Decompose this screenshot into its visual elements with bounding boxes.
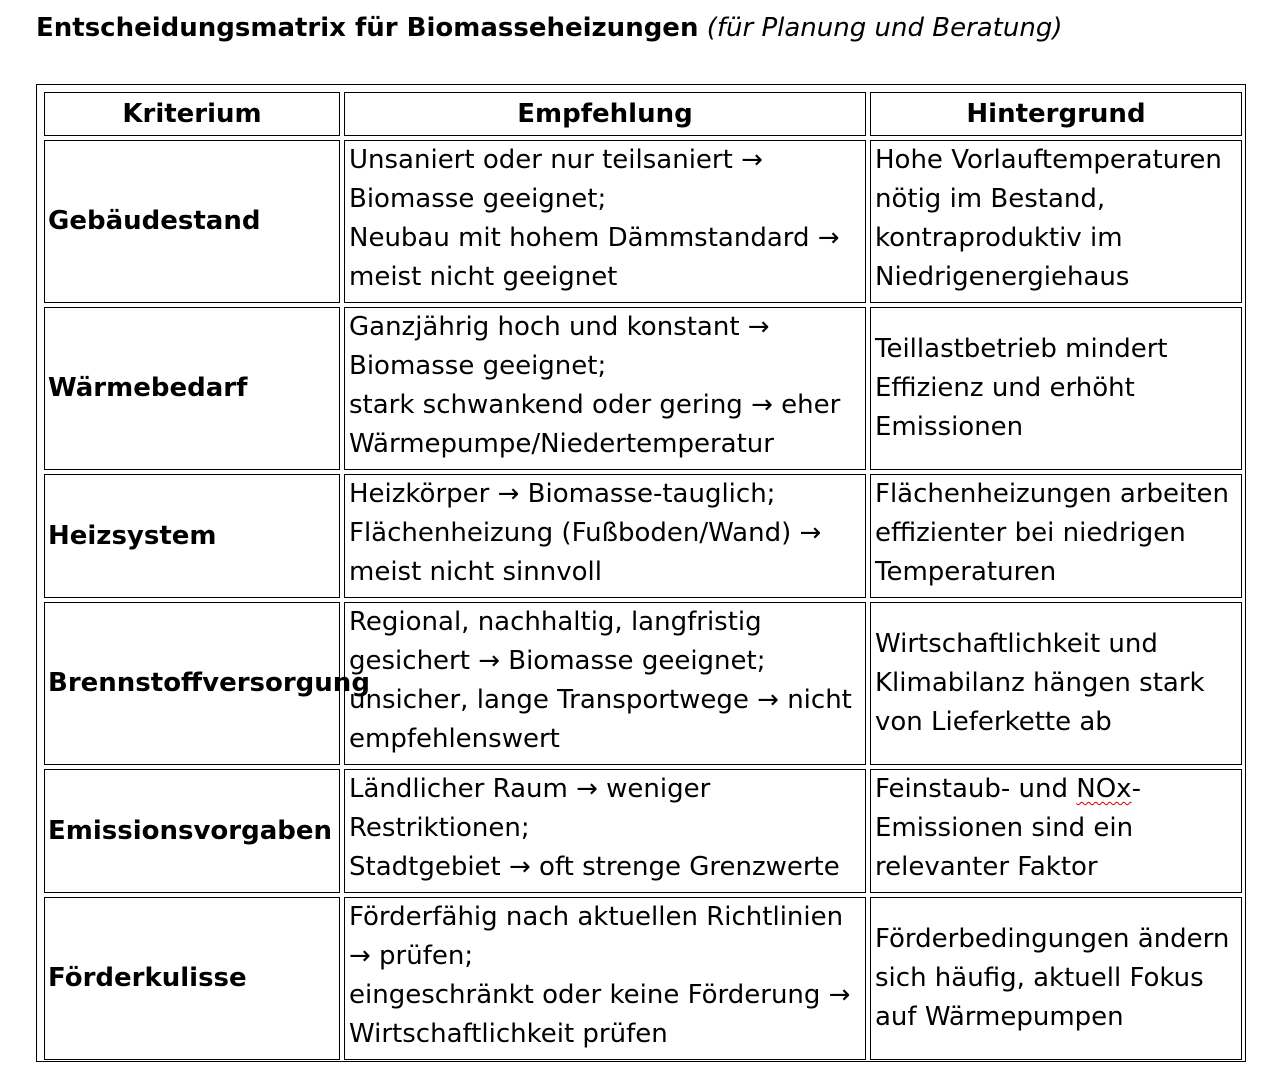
cell-hintergrund <box>870 769 1242 893</box>
text-line: → prüfen; <box>349 941 474 971</box>
text-line: Neubau mit hohem Dämmstandard → <box>349 223 840 253</box>
text-line: Regional, nachhaltig, langfristig <box>349 607 762 637</box>
title-subtitle: (für Planung und Beratung) <box>706 13 1063 43</box>
decision-matrix-frame <box>36 84 1246 1062</box>
text-line: gesichert → Biomasse geeignet; <box>349 646 766 676</box>
text-line: Emissionen sind ein <box>875 813 1134 843</box>
title-main: Entscheidungsmatrix für Biomasseheizungen <box>36 13 699 43</box>
cell-empfehlung <box>344 769 866 893</box>
text-line: sich häufig, aktuell Fokus <box>875 963 1204 993</box>
header-kriterium: Kriterium <box>44 92 340 136</box>
cell-kriterium: Wärmebedarf <box>44 307 340 470</box>
text-line: effizienter bei niedrigen <box>875 518 1186 548</box>
text-line: Wirtschaftlichkeit prüfen <box>349 1019 668 1049</box>
cell-kriterium: Heizsystem <box>44 474 340 598</box>
text-line: auf Wärmepumpen <box>875 1002 1124 1032</box>
text-line: kontraproduktiv im <box>875 223 1123 253</box>
table-row <box>44 602 1242 765</box>
text-line: Heizkörper → Biomasse-tauglich; <box>349 479 776 509</box>
header-empfehlung: Empfehlung <box>344 92 866 136</box>
cell-hintergrund <box>870 897 1242 1060</box>
text-line: nötig im Bestand, <box>875 184 1106 214</box>
text-line: eingeschränkt oder keine Förderung → <box>349 980 851 1010</box>
text-line: relevanter Faktor <box>875 852 1098 882</box>
cell-kriterium: Förderkulisse <box>44 897 340 1060</box>
text-line: Förderbedingungen ändern <box>875 924 1230 954</box>
text-line: empfehlenswert <box>349 724 560 754</box>
text-line: von Lieferkette ab <box>875 707 1112 737</box>
text-line: Biomasse geeignet; <box>349 351 607 381</box>
text-line: Restriktionen; <box>349 813 530 843</box>
text-line: Effizienz und erhöht <box>875 373 1135 403</box>
text-line: Hohe Vorlauftemperaturen <box>875 145 1222 175</box>
text-line: stark schwankend oder gering → eher <box>349 390 841 420</box>
text-line: Klimabilanz hängen stark <box>875 668 1205 698</box>
cell-hintergrund <box>870 474 1242 598</box>
text-fragment: Feinstaub- und <box>875 774 1077 804</box>
text-line: Förderfähig nach aktuellen Richtlinien <box>349 902 844 932</box>
text-line: unsicher, lange Transportwege → nicht <box>349 685 852 715</box>
cell-kriterium: Emissionsvorgaben <box>44 769 340 893</box>
header-row <box>44 92 1242 136</box>
cell-empfehlung <box>344 140 866 303</box>
table-row <box>44 307 1242 470</box>
cell-empfehlung <box>344 307 866 470</box>
text-line: Flächenheizung (Fußboden/Wand) → <box>349 518 822 548</box>
text-line: Stadtgebiet → oft strenge Grenzwerte <box>349 852 840 882</box>
table-row <box>44 769 1242 893</box>
cell-hintergrund <box>870 602 1242 765</box>
cell-empfehlung <box>344 602 866 765</box>
cell-empfehlung <box>344 897 866 1060</box>
text-line: Unsaniert oder nur teilsaniert → <box>349 145 763 175</box>
text-line: Niedrigenergiehaus <box>875 262 1130 292</box>
text-line: meist nicht sinnvoll <box>349 557 602 587</box>
cell-empfehlung <box>344 474 866 598</box>
text-line: Temperaturen <box>875 557 1057 587</box>
text-line: Teillastbetrieb mindert <box>875 334 1168 364</box>
text-line: Wärmepumpe/Niedertemperatur <box>349 429 774 459</box>
text-line: Wirtschaftlichkeit und <box>875 629 1158 659</box>
table-row <box>44 140 1242 303</box>
cell-hintergrund <box>870 140 1242 303</box>
text-line: meist nicht geeignet <box>349 262 618 292</box>
text-line: Flächenheizungen arbeiten <box>875 479 1229 509</box>
text-fragment: - <box>1131 774 1141 804</box>
cell-kriterium: Brennstoffversorgung <box>44 602 340 765</box>
header-hintergrund: Hintergrund <box>870 92 1242 136</box>
text-line: Emissionen <box>875 412 1024 442</box>
text-line: Ländlicher Raum → weniger <box>349 774 711 804</box>
table-row <box>44 474 1242 598</box>
cell-kriterium: Gebäudestand <box>44 140 340 303</box>
text-line: Ganzjährig hoch und konstant → <box>349 312 770 342</box>
cell-hintergrund <box>870 307 1242 470</box>
document-title <box>36 10 1062 46</box>
text-line: Biomasse geeignet; <box>349 184 607 214</box>
decision-matrix-table <box>40 88 1246 1064</box>
spellcheck-flagged-word: NOx <box>1076 774 1132 804</box>
text-line <box>875 770 1237 809</box>
table-row <box>44 897 1242 1060</box>
